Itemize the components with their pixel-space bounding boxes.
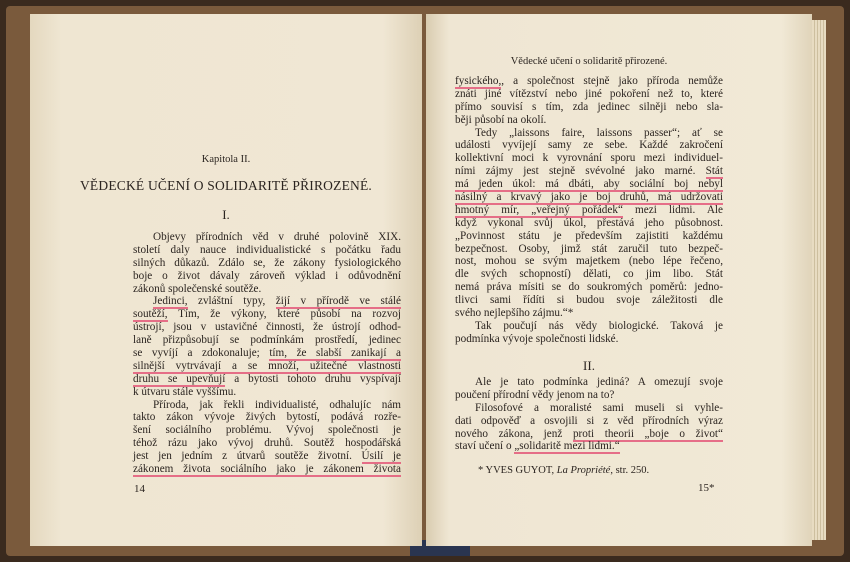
text-segment: laně přizpůsobují se podmínkám prostředí, jedinec	[133, 334, 401, 347]
text-line	[455, 389, 723, 402]
highlighted-text: silnější vytrvávají a se množí, užitečné vlastnosti	[133, 359, 401, 372]
highlighted-text: proti theorii „boje o život“	[572, 427, 723, 440]
highlighted-text: Jedinci,	[153, 295, 188, 308]
text-segment: , a společnost stejně jako příroda nemůže	[501, 75, 723, 87]
text-line	[133, 450, 401, 463]
text-segment: šení sociálního problému. Vývoj společnosti je	[133, 424, 401, 437]
text-segment: přímo souvisí s tím, zda jedinec silněji nebo sla-	[455, 100, 723, 113]
running-head: Vědecké učení o solidaritě přirozené.	[510, 56, 668, 67]
text-segment: Objevy přírodních věd v druhé polovině XIX.	[153, 231, 401, 243]
left-body-text	[133, 231, 401, 476]
text-segment: Tak poučují nás vědy biologické. Taková je	[475, 319, 723, 332]
text-segment: Tedy „laissons faire, laissons passer“; ať se	[475, 126, 723, 139]
text-line	[455, 230, 723, 243]
text-segment: podmínka vývoje společnosti lidské.	[455, 332, 619, 345]
text-segment: běji působí na okolí.	[455, 113, 547, 126]
text-line	[133, 321, 401, 334]
text-line	[455, 152, 723, 165]
text-line	[133, 463, 401, 476]
text-segment: zvláštní typy,	[187, 295, 276, 308]
text-segment: boje o život dávaly zároveň výklad i odůvodnění	[133, 269, 401, 282]
highlighted-text: násilný a krvavý jako je boj druhů, má udržovati	[455, 191, 723, 204]
text-line	[455, 139, 723, 152]
section-number: I.	[222, 207, 230, 222]
text-segment: silných důkazů. Zdálo se, že zákony fysiologického	[133, 256, 401, 269]
footnote-title: La Propriété	[556, 465, 611, 476]
text-line	[133, 360, 401, 373]
text-line	[455, 440, 723, 453]
page-edges	[812, 20, 826, 540]
text-line	[455, 191, 723, 204]
text-segment: dati odpověď a osvojili si z věd přírodních výraz	[455, 414, 723, 427]
text-line	[455, 320, 723, 333]
text-line	[133, 308, 401, 321]
highlighted-text: soutěží,	[133, 308, 168, 321]
chapter-title: VĚDECKÉ UČENÍ O SOLIDARITĚ PŘIROZENÉ.	[79, 178, 372, 193]
text-line	[133, 386, 401, 399]
text-segment: Ale je tato podmínka jediná? A omezují svoje	[475, 376, 723, 388]
text-segment: ními zájmy jest stejně svévolné jako marné.	[455, 165, 706, 178]
text-segment: se vyvíjí a zdokonaluje;	[133, 347, 270, 360]
text-segment: a bytosti tohoto druhu vyspívají	[225, 372, 401, 385]
text-segment: Tím, že výkony, které působí na rozvoj	[167, 308, 401, 321]
text-segment: ústrojí, jsou v ustavičné činnosti, že ústrojí odhod-	[133, 321, 401, 334]
text-line	[455, 243, 723, 256]
text-segment: kollektivní moci k vyrovnání sporu mezi individuel-	[455, 152, 723, 165]
text-line	[455, 415, 723, 428]
highlighted-text: „solidaritě mezi lidmi.“	[514, 440, 620, 453]
text-segment: nového zákona, jenž	[455, 427, 573, 440]
chapter-label: Kapitola II.	[201, 154, 251, 165]
text-segment: století daly nauce individualistické s počátku řadu	[133, 243, 401, 256]
text-line	[455, 376, 723, 389]
footnote-author: * YVES GUYOT,	[478, 465, 557, 476]
text-line	[455, 178, 723, 191]
text-segment: tlivci sami řídíti si budou svoje záležitosti dle	[455, 294, 723, 307]
page-number: 15*	[698, 482, 715, 494]
text-line	[455, 75, 723, 88]
text-segment: události vyvíjejí samy ze sebe. Každé zakročení	[455, 139, 723, 152]
text-segment: jest jen jedním z útvarů soutěže životní.	[133, 450, 362, 463]
text-line	[455, 204, 723, 217]
text-line	[133, 373, 401, 386]
text-line	[133, 283, 401, 296]
text-line	[455, 428, 723, 441]
text-line	[133, 295, 401, 308]
text-line	[133, 399, 401, 412]
text-line	[455, 165, 723, 178]
text-line	[133, 437, 401, 450]
highlighted-text: fysického,	[455, 75, 502, 87]
footnote	[478, 465, 649, 476]
text-line	[133, 270, 401, 283]
page-number: 14	[134, 483, 145, 495]
text-line	[455, 402, 723, 415]
highlighted-text: má jeden úkol: má dbáti, aby sociální boj nebyl	[455, 178, 723, 191]
highlighted-text: Stát	[705, 165, 723, 178]
text-segment: zákonů společenské soutěže.	[133, 282, 262, 295]
left-page	[30, 14, 422, 546]
highlighted-text: zákonem života sociálního jako je zákonem života	[133, 463, 401, 476]
text-line	[455, 281, 723, 294]
text-line	[133, 334, 401, 347]
text-segment: k útvaru stále vyššímu.	[133, 385, 237, 398]
text-line	[455, 255, 723, 268]
text-line	[455, 217, 723, 230]
text-line	[455, 88, 723, 101]
text-segment: svého nejlepšího zájmu.“*	[455, 307, 574, 320]
right-body-text	[455, 75, 723, 346]
highlighted-text: druhu se upevňují	[133, 372, 226, 385]
text-segment: nost, mohou se svým majetkem (nebo lépe řečeno,	[455, 255, 723, 268]
text-line	[455, 294, 723, 307]
text-segment: staví učení o	[455, 440, 515, 453]
text-segment: Příroda, jak řekli individualisté, odhalujíc nám	[153, 398, 401, 411]
text-line	[133, 347, 401, 360]
text-segment: „Povinnost státu je především zajistiti každému	[455, 229, 723, 242]
highlighted-text: žijí v přírodě ve stálé	[275, 295, 401, 308]
text-line	[133, 244, 401, 257]
right-body-text-2	[455, 376, 723, 453]
text-segment: nemá práva mísiti se do soukromých poměrů: jedno-	[455, 281, 723, 294]
text-segment: znáti jiné vítězství nebo jiné pokoření než to, které	[455, 87, 723, 100]
text-line	[455, 127, 723, 140]
text-segment: poučení přírodní vědy jenom na to?	[455, 388, 615, 401]
highlighted-text: hmotný mír, „veřejný pořádek“	[455, 203, 623, 216]
text-line	[133, 411, 401, 424]
section-number: II.	[583, 358, 595, 373]
highlighted-text: tím, že slabší zanikají a	[269, 347, 401, 360]
text-line	[455, 101, 723, 114]
text-line	[133, 424, 401, 437]
text-line	[455, 333, 723, 346]
text-segment: takto zákon vývoje živých bytostí, podává rozře-	[133, 411, 401, 424]
text-segment: mezi lidmi. Ale	[622, 203, 723, 216]
text-segment: když vykonal svůj úkol, přestává jeho působnost.	[455, 216, 723, 229]
text-segment: bezpečnost. Osoby, jimž stát zaručil tuto bezpeč-	[455, 242, 723, 255]
text-segment: dle svých schopností) dělati, co jim libo. Stát	[455, 268, 723, 281]
text-line	[133, 257, 401, 270]
text-line	[455, 268, 723, 281]
footnote-pages: , str. 250.	[610, 465, 650, 476]
right-page	[426, 14, 812, 546]
text-segment: Filosofové a moralisté sami museli si vyhle-	[475, 401, 723, 414]
text-segment: téhož rázu jako vývoj druhů. Soutěž hospodářská	[133, 437, 401, 450]
text-line	[455, 114, 723, 127]
highlighted-text: Úsilí je	[361, 450, 401, 463]
text-line	[133, 231, 401, 244]
text-line	[455, 307, 723, 320]
